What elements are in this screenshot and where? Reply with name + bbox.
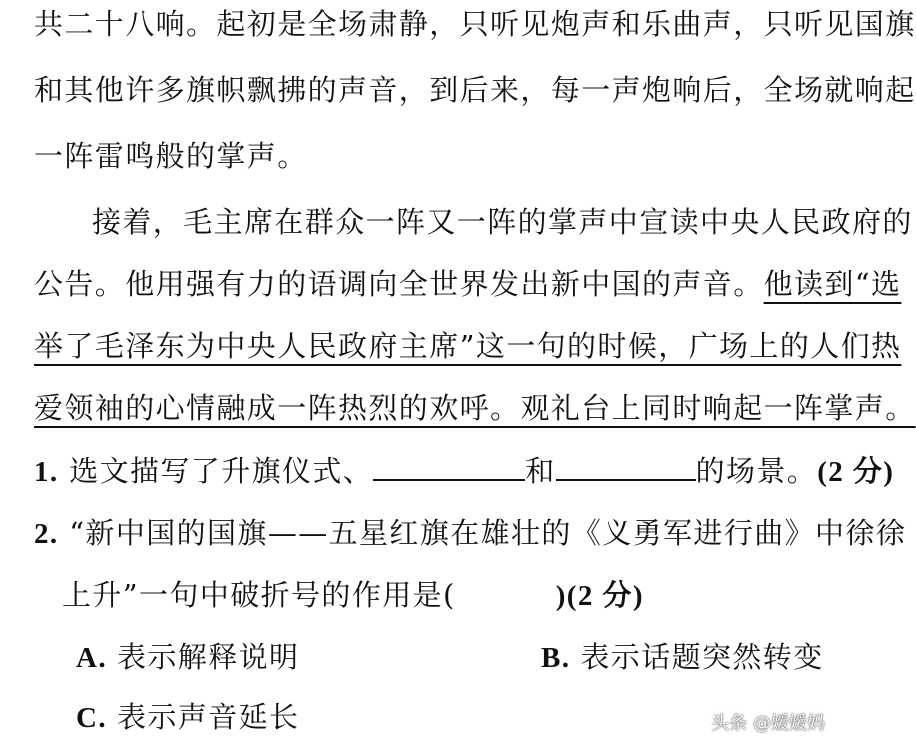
question-2-line-1 <box>34 513 907 554</box>
question-1-text-after: 的场景。 <box>695 454 818 488</box>
passage-line-2: 和其他许多旗帜飘拂的声音，到后来，每一声炮响后，全场就响起 <box>34 73 916 107</box>
option-b-letter: B. <box>541 642 571 674</box>
question-2-stem-2: 上升”一句中破折号的作用是( <box>62 578 456 612</box>
passage-underlined-line-2: 举了毛泽东为中央人民政府主席”这一句的时候，广场上的人们热 <box>34 329 902 363</box>
passage-line-3: 一阵雷鸣般的掌声。 <box>34 139 308 173</box>
option-a-letter: A. <box>76 642 107 674</box>
question-2-number: 2. <box>34 518 59 550</box>
watermark: 头条 @嫒嫒妈 <box>711 713 825 734</box>
option-a-text: 表示解释说明 <box>117 640 300 674</box>
option-c-letter: C. <box>76 702 107 734</box>
answer-blank-1[interactable] <box>373 453 525 481</box>
question-2-score: )(2 分) <box>555 580 644 612</box>
option-b-text: 表示话题突然转变 <box>580 640 824 674</box>
passage-line-1: 共二十八响。起初是全场肃静，只听见炮声和乐曲声，只听见国旗 <box>34 7 916 41</box>
passage-line-4: 接着，毛主席在群众一阵又一阵的掌声中宣读中央人民政府的 <box>92 205 913 239</box>
passage-line-5-plain: 公告。他用强有力的语调向全世界发出新中国的声音。 <box>34 267 764 301</box>
answer-blank-2[interactable] <box>556 453 696 481</box>
question-2-stem-1: “新中国的国旗——五星红旗在雄壮的《义勇军进行曲》中徐徐 <box>69 516 907 550</box>
question-1-text-middle: 和 <box>525 454 556 488</box>
option-c-text: 表示声音延长 <box>117 700 300 734</box>
option-b[interactable] <box>541 637 831 678</box>
question-1-text-before: 选文描写了升旗仪式、 <box>69 454 374 488</box>
question-1-score: (2 分) <box>817 456 895 488</box>
question-1 <box>34 451 895 492</box>
passage-underlined-start: 他读到“选 <box>763 267 902 301</box>
question-1-number: 1. <box>34 456 59 488</box>
question-2-line-2 <box>62 575 862 616</box>
passage-underlined-line-3: 爱领袖的心情融成一阵热烈的欢呼。观礼台上同时响起一阵掌声。 <box>34 391 916 425</box>
passage-line-5 <box>34 264 902 304</box>
